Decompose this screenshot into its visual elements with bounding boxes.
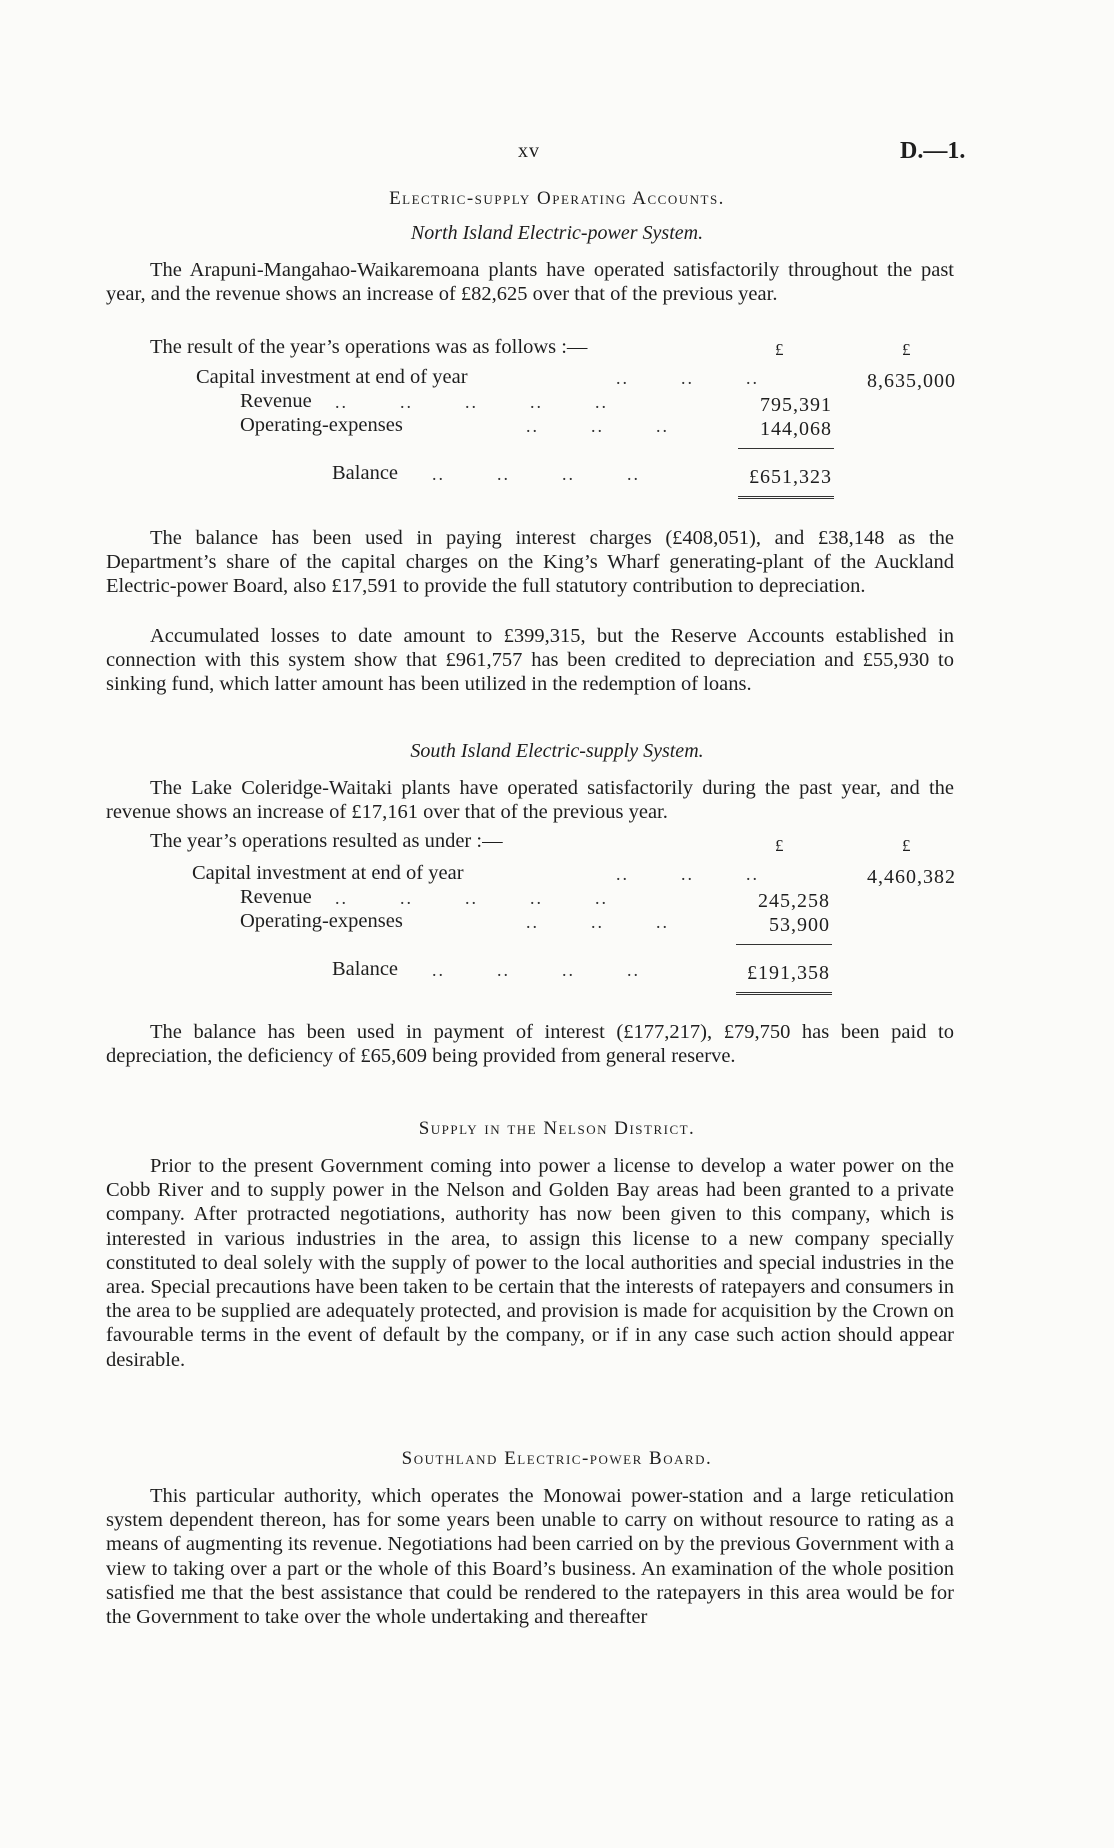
north-expenses-label: Operating-expenses [240, 414, 403, 436]
north-losses-paragraph: Accumulated losses to date amount to £399,315, but the Reserve Accounts established in connection with this system show that £961,757 has been credited to depreciation and £55,930 to sinking fund, which latter amount has been utilized in the redemption of loans. [106, 625, 954, 696]
page-number: xv [518, 140, 540, 162]
south-balance-label: Balance [332, 958, 399, 980]
sum-rule [736, 944, 832, 945]
dot-leader: .. .. .. [616, 864, 759, 884]
north-balance-value: £651,323 [749, 466, 832, 488]
south-revenue-value: 245,258 [758, 890, 830, 912]
section-heading-operating-accounts: Electric-supply Operating Accounts. [389, 188, 725, 209]
dot-leader: .. .. .. .. .. [335, 392, 608, 412]
south-expenses-value: 53,900 [769, 914, 830, 936]
document-reference: D.—1. [900, 138, 966, 164]
dot-leader: .. .. .. .. .. [335, 888, 608, 908]
north-revenue-label: Revenue [240, 390, 312, 412]
section-heading-nelson: Supply in the Nelson District. [418, 1118, 696, 1139]
section-heading-southland: Southland Electric-power Board. [401, 1448, 713, 1469]
subheading-north-island: North Island Electric-power System. [410, 222, 704, 244]
north-capital-label: Capital investment at end of year [196, 366, 468, 388]
dot-leader: .. .. .. [526, 416, 669, 436]
total-rule [738, 496, 834, 499]
north-balance-paragraph: The balance has been used in paying interest charges (£408,051), and £38,148 as the Department’s share of the capital charges on the King’s Wharf generating-plant of the Auckland Electric-power Board, also £17,591 to provide the full statutory contribution to depreciation. [106, 527, 954, 598]
nelson-paragraph: Prior to the present Government coming into power a license to develop a water power on the Cobb River and to supply power in the Nelson and Golden Bay areas had been granted to a private company. After protracted negotiations, authority has now been given to this company, which is interested in various industries in the area, to assign this license to a new company specially constituted to deal solely with the supply of power to the local authorities and special industries in the area. Special precautions have been taken to be certain that the interests of ratepayers and consumers in the area to be supplied are adequately protected, and provision is made for acquisition by the Crown on favourable terms in the event of default by the company, or if in any case such action should appear desirable. [106, 1155, 954, 1371]
dot-leader: .. .. .. .. [432, 960, 640, 980]
dot-leader: .. .. .. .. [432, 464, 640, 484]
south-balance-value: £191,358 [747, 962, 830, 984]
north-balance-label: Balance [332, 462, 399, 484]
north-currency-header-2: £ [902, 340, 911, 359]
south-currency-header-2: £ [902, 836, 911, 855]
north-intro-paragraph: The Arapuni-Mangahao-Waikaremoana plants have operated satisfactorily throughout the past year, and the revenue shows an increase of £82,625 over that of the previous year. [106, 259, 954, 306]
sum-rule [738, 448, 834, 449]
total-rule [736, 992, 832, 995]
south-revenue-label: Revenue [240, 886, 312, 908]
north-currency-header-1: £ [775, 340, 784, 359]
south-capital-value: 4,460,382 [867, 866, 956, 888]
south-intro-paragraph: The Lake Coleridge-Waitaki plants have operated satisfactorily during the past year, and the revenue shows an increase of £17,161 over that of the previous year. [106, 777, 954, 824]
subheading-south-island: South Island Electric-supply System. [410, 740, 704, 762]
south-expenses-label: Operating-expenses [240, 910, 403, 932]
south-capital-label: Capital investment at end of year [192, 862, 464, 884]
dot-leader: .. .. .. [616, 368, 759, 388]
dot-leader: .. .. .. [526, 912, 669, 932]
southland-paragraph: This particular authority, which operates the Monowai power-station and a large reticulation system dependent thereon, has for some years been unable to carry on without resource to rating as a means of augmenting its revenue. Negotiations had been carried on by the previous Government with a view to taking over a part or the whole of this Board’s business. An examination of the whole position satisfied me that the best assistance that could be rendered to the ratepayers in this area would be for the Government to take over the whole undertaking and thereafter [106, 1485, 954, 1629]
north-expenses-value: 144,068 [760, 418, 832, 440]
north-revenue-value: 795,391 [760, 394, 832, 416]
north-capital-value: 8,635,000 [867, 370, 956, 392]
north-lead-text: The result of the year’s operations was as follows :— [150, 336, 588, 358]
south-currency-header-1: £ [775, 836, 784, 855]
south-balance-paragraph: The balance has been used in payment of interest (£177,217), £79,750 has been paid to depreciation, the deficiency of £65,609 being provided from general reserve. [106, 1021, 954, 1068]
south-lead-text: The year’s operations resulted as under :— [150, 830, 503, 852]
